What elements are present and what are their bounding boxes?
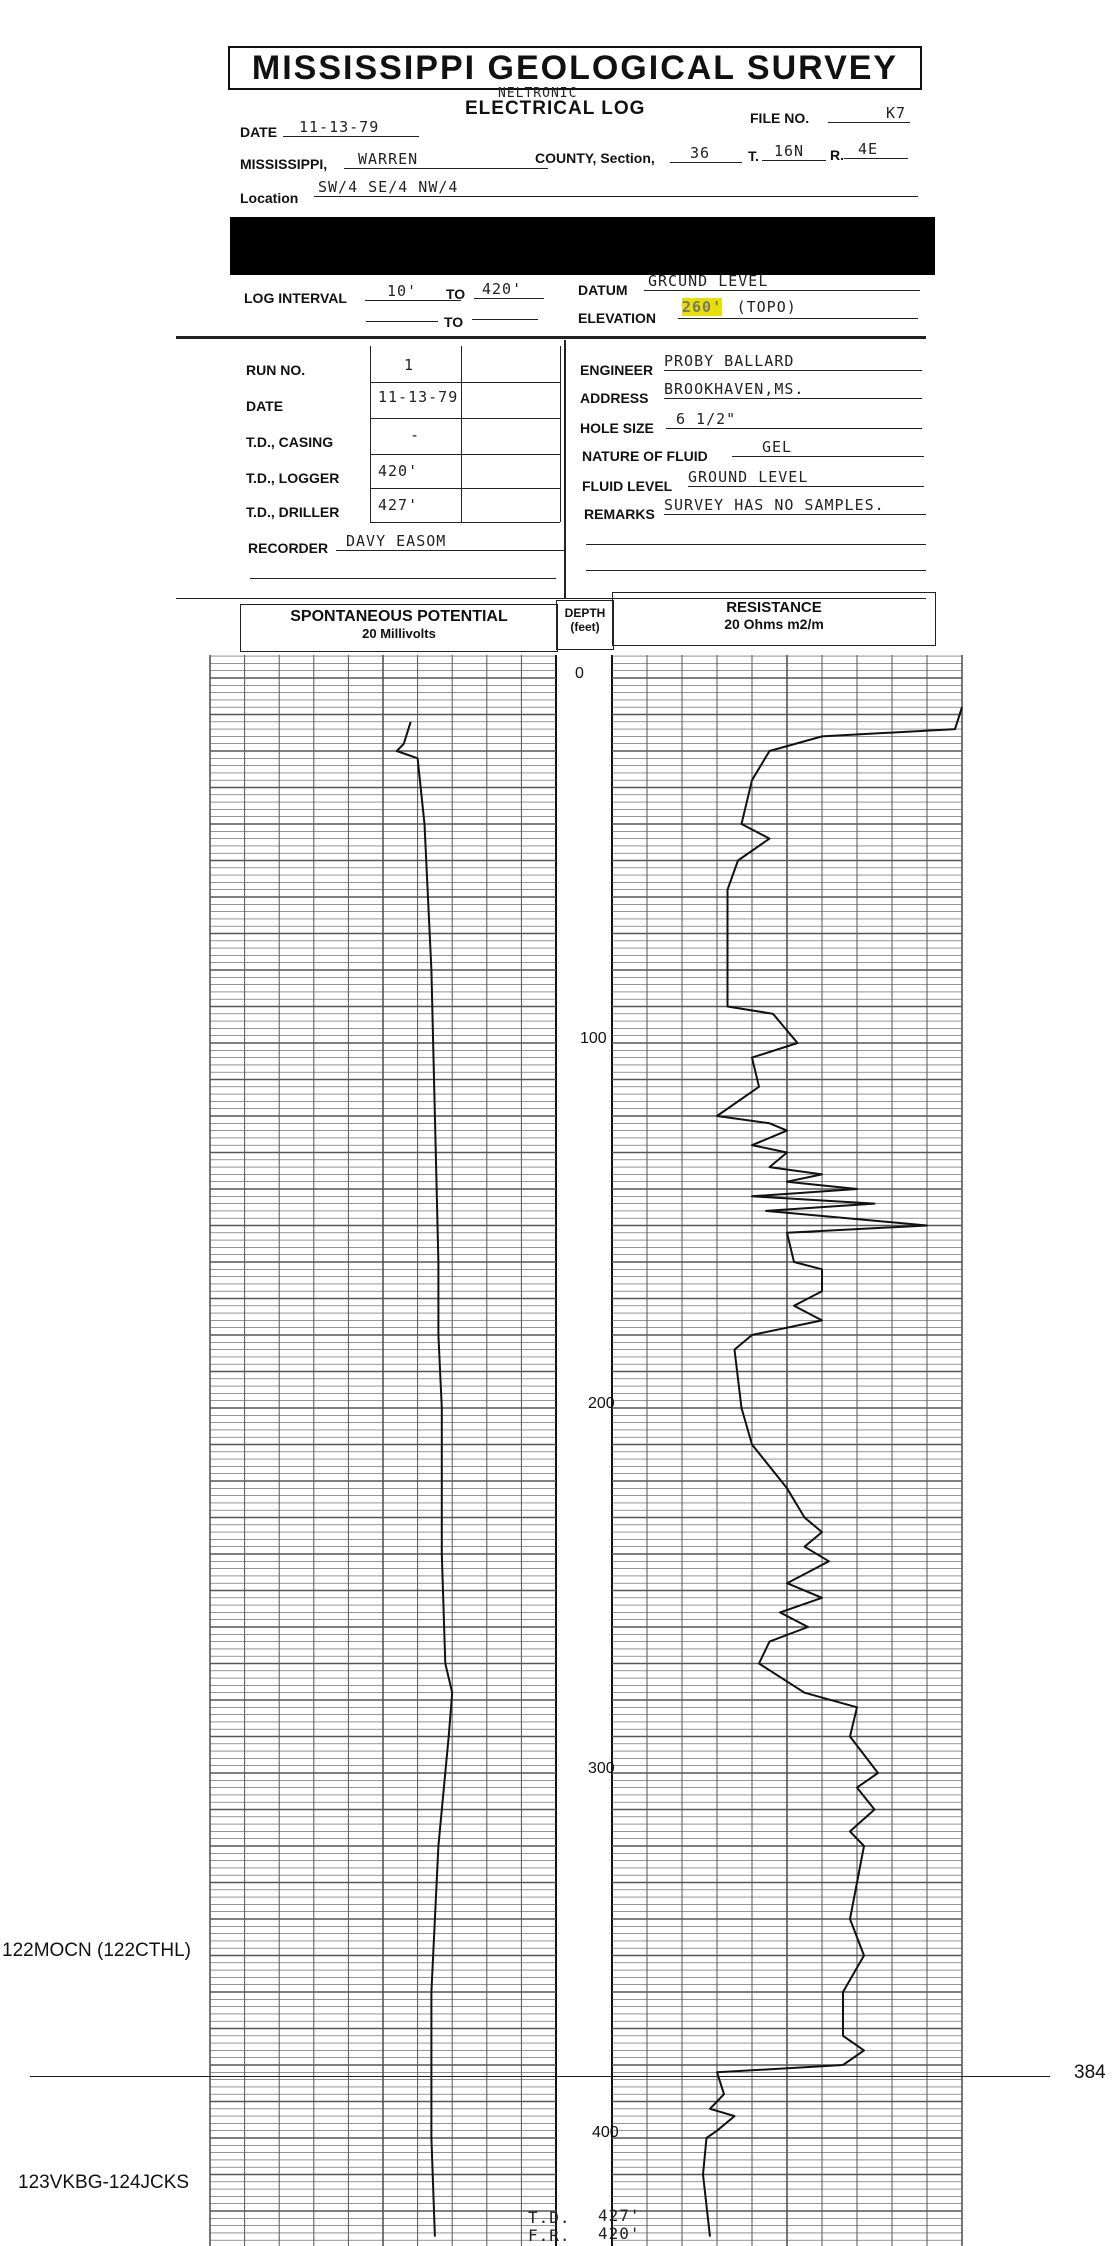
hole-size-label: HOLE SIZE xyxy=(580,420,654,436)
recorder-label: RECORDER xyxy=(248,540,329,556)
res-scale: 20 Ohms m2/m xyxy=(724,616,824,632)
log-interval-from: 10' xyxy=(365,282,461,301)
run-date-label: DATE xyxy=(246,398,284,414)
second-interval-to-label: TO xyxy=(444,314,464,330)
depth-tick-label: 400 xyxy=(592,2124,619,2141)
fr-footer-value: 420' xyxy=(598,2224,641,2243)
location-value: SW/4 SE/4 NW/4 xyxy=(314,178,918,197)
elevation-note: (TOPO) xyxy=(736,298,797,316)
log-interval-to-label: TO xyxy=(446,286,466,302)
depth-unit: (feet) xyxy=(570,620,600,634)
recorder-value: DAVY EASOM xyxy=(336,532,566,551)
run-no-value: 1 xyxy=(404,356,415,374)
elevation-value: 260' xyxy=(682,298,723,316)
td-driller-label: T.D., DRILLER xyxy=(246,504,340,520)
td-casing-label: T.D., CASING xyxy=(246,434,334,450)
run-date-value: 11-13-79 xyxy=(378,388,459,406)
td-driller-value: 427' xyxy=(378,496,419,514)
township-value: 16N xyxy=(762,142,826,161)
depth-tick-label: 0 xyxy=(575,665,584,682)
township-label: T. xyxy=(748,148,759,164)
location-label: Location xyxy=(240,190,299,206)
td-footer-label: T.D. xyxy=(528,2208,571,2227)
formation-label-lower: 123VKBG-124JCKS xyxy=(18,2172,190,2193)
depth-title: DEPTH xyxy=(564,606,606,620)
resistance-curve xyxy=(703,707,962,2236)
datum-label: DATUM xyxy=(578,282,628,298)
elevation-label: ELEVATION xyxy=(578,310,657,326)
td-logger-value: 420' xyxy=(378,462,419,480)
depth-tick-label: 300 xyxy=(588,1760,615,1777)
remarks-label: REMARKS xyxy=(584,506,655,522)
td-footer-value: 427' xyxy=(598,2206,641,2225)
fluid-level-value: GROUND LEVEL xyxy=(688,468,924,487)
county-value: WARREN xyxy=(344,150,548,169)
sp-scale: 20 Millivolts xyxy=(362,626,436,641)
depth-tick-label: 200 xyxy=(588,1395,615,1412)
file-no-label: FILE NO. xyxy=(750,110,810,126)
log-interval-label: LOG INTERVAL xyxy=(244,290,347,306)
formation-boundary-line xyxy=(30,2076,1050,2077)
depth-tick-label: 100 xyxy=(580,1030,607,1047)
log-subtitle-top: NELTRONIC xyxy=(498,86,578,101)
fr-footer-label: F.R. xyxy=(528,2226,571,2245)
address-value: BROOKHAVEN,MS. xyxy=(664,380,922,399)
engineer-value: PROBY BALLARD xyxy=(664,352,922,371)
remarks-value: SURVEY HAS NO SAMPLES. xyxy=(664,496,926,515)
log-interval-to: 420' xyxy=(474,280,544,299)
date-label: DATE xyxy=(240,124,278,140)
county-label: COUNTY, Section, xyxy=(535,150,655,166)
survey-title: MISSISSIPPI GEOLOGICAL SURVEY xyxy=(251,49,899,87)
formation-stamp: ​ xyxy=(556,1810,568,1819)
formation-label-upper: 122MOCN (122CTHL) xyxy=(2,1940,191,1961)
file-no-value: K7 xyxy=(828,104,910,123)
state-label: MISSISSIPPI, xyxy=(240,156,328,172)
fluid-label: NATURE OF FLUID xyxy=(582,448,708,464)
section-value: 36 xyxy=(670,144,742,163)
engineer-label: ENGINEER xyxy=(580,362,654,378)
run-no-label: RUN NO. xyxy=(246,362,306,378)
range-label: R. xyxy=(830,147,844,163)
sp-curve xyxy=(397,722,452,2237)
fluid-level-label: FLUID LEVEL xyxy=(582,478,673,494)
address-label: ADDRESS xyxy=(580,390,649,406)
boundary-depth-marker: 384 xyxy=(1074,2062,1106,2083)
log-subtitle: ELECTRICAL LOG xyxy=(465,98,646,119)
td-logger-label: T.D., LOGGER xyxy=(246,470,340,486)
td-casing-value: - xyxy=(410,426,421,444)
fluid-value: GEL xyxy=(732,438,924,457)
range-value: 4E xyxy=(844,140,908,159)
datum-value: GRCUND LEVEL xyxy=(644,272,920,291)
date-value: 11-13-79 xyxy=(283,118,419,137)
hole-size-value: 6 1/2" xyxy=(666,410,922,429)
res-title: RESISTANCE xyxy=(726,599,822,616)
sp-title: SPONTANEOUS POTENTIAL xyxy=(290,608,508,625)
